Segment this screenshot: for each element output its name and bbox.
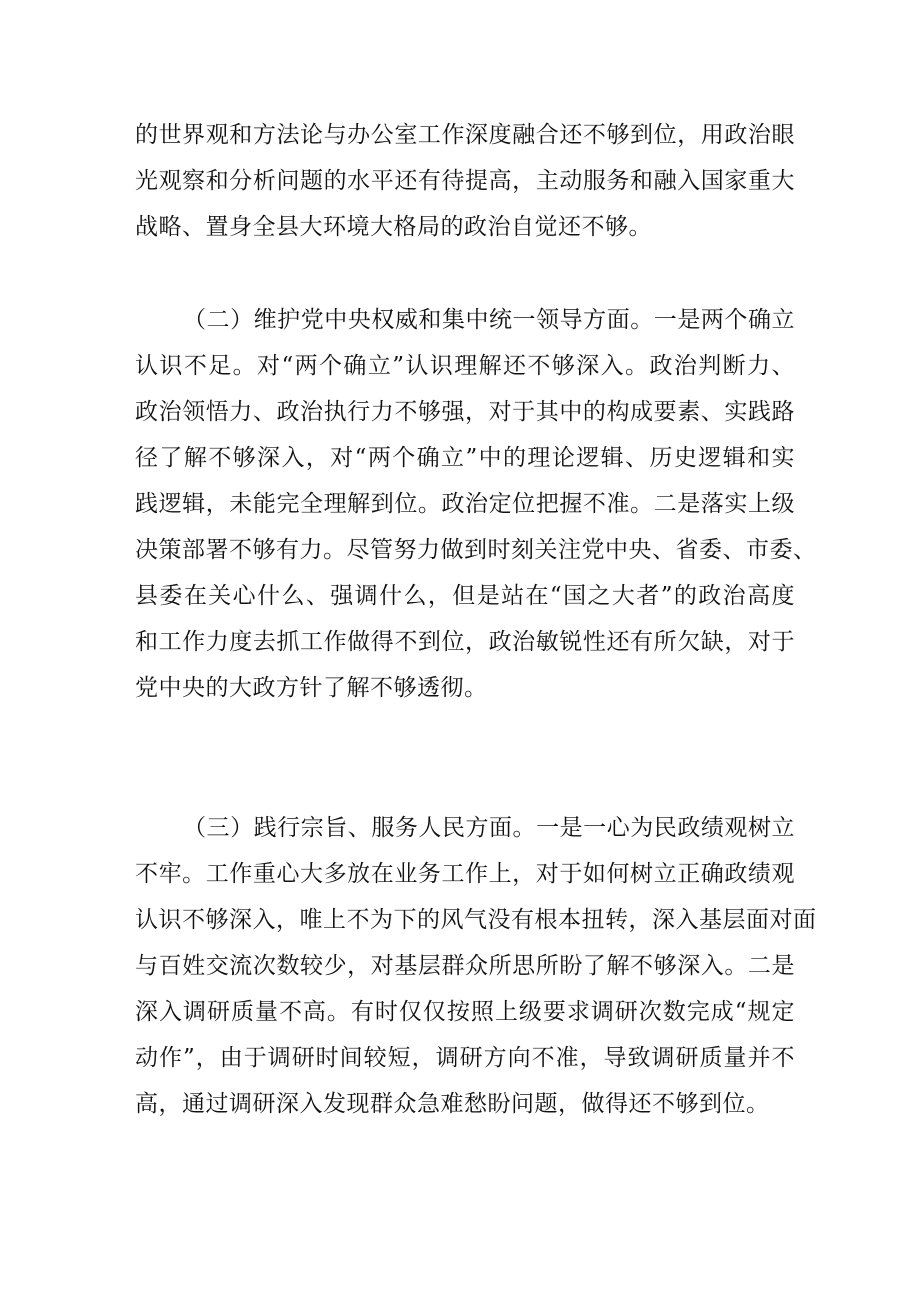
text-line: 深入调研质量不高。有时仅仅按照上级要求调研次数完成“规定	[135, 999, 795, 1025]
section-heading-line: （三）践行宗旨、服务人民方面。一是一心为民政绩观树立	[183, 815, 795, 841]
text-line: 县委在关心什么、强调什么，但是站在“国之大者”的政治高度	[135, 583, 795, 609]
paragraph-continuation	[135, 112, 795, 250]
text-line: 与百姓交流次数较少，对基层群众所思所盼了解不够深入。二是	[135, 953, 795, 979]
text-line: 动作”，由于调研时间较短，调研方向不准，导致调研质量并不	[135, 1045, 795, 1071]
text-line: 径了解不够深入，对“两个确立”中的理论逻辑、历史逻辑和实	[135, 445, 795, 471]
text-line: 和工作力度去抓工作做得不到位，政治敏锐性还有所欠缺，对于	[135, 629, 795, 655]
text-line: 政治领悟力、政治执行力不够强，对于其中的构成要素、实践路	[135, 399, 795, 425]
text-line: 决策部署不够有力。尽管努力做到时刻关注党中央、省委、市委、	[135, 537, 817, 563]
text-line: 不牢。工作重心大多放在业务工作上，对于如何树立正确政绩观	[135, 861, 795, 887]
text-line: 的世界观和方法论与办公室工作深度融合还不够到位，用政治眼	[135, 122, 795, 148]
section-heading-line: （二）维护党中央权威和集中统一领导方面。一是两个确立	[183, 307, 795, 333]
text-line: 认识不足。对“两个确立”认识理解还不够深入。政治判断力、	[135, 353, 795, 379]
paragraph-section-3	[135, 805, 817, 1127]
text-line: 认识不够深入，唯上不为下的风气没有根本扭转，深入基层面对面	[135, 907, 817, 933]
text-line: 战略、置身全县大环境大格局的政治自觉还不够。	[135, 214, 652, 240]
text-line: 党中央的大政方针了解不够透彻。	[135, 675, 488, 701]
text-line: 践逻辑，未能完全理解到位。政治定位把握不准。二是落实上级	[135, 491, 795, 517]
text-line: 高，通过调研深入发现群众急难愁盼问题，做得还不够到位。	[135, 1091, 770, 1117]
paragraph-section-2	[135, 297, 817, 711]
text-line: 光观察和分析问题的水平还有待提高，主动服务和融入国家重大	[135, 168, 795, 194]
